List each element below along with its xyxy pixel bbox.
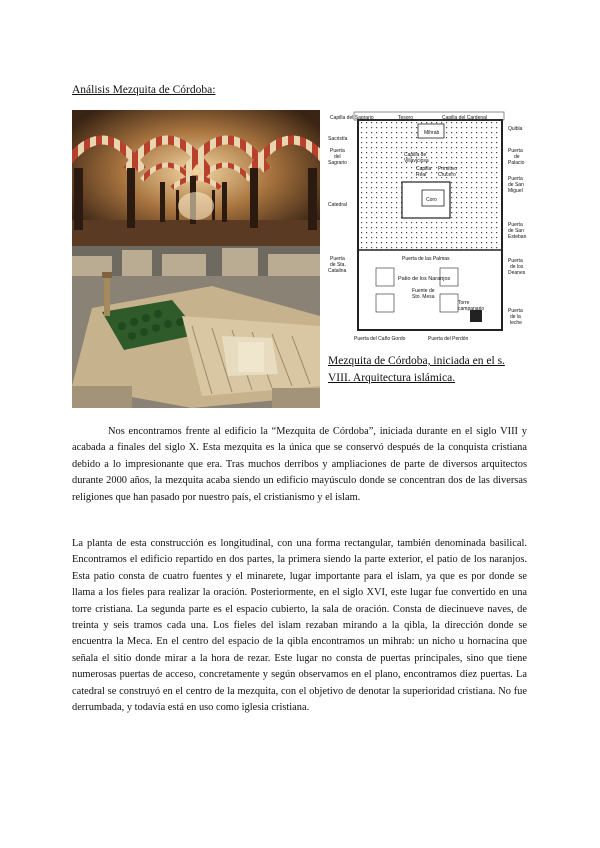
label-puerta-san-esteban-2: de San [508, 228, 524, 234]
label-puerta-deanes-3: Deanes [508, 270, 526, 276]
label-puerta-palmas: Puerta de las Palmas [402, 256, 450, 262]
caption-line-2: VIII. Arquitectura islámica. [328, 372, 456, 384]
label-puerta-san-miguel-2: de San [508, 182, 524, 188]
label-puerta-catalina-2: de Sta. [330, 262, 346, 268]
label-puerta-deanes: Puerta [508, 258, 523, 264]
label-patio-naranjos: Patio de los Naranjos [398, 276, 451, 282]
label-catedral: Catedral [328, 202, 347, 208]
label-quibla: Quibla [508, 126, 523, 132]
aerial-view-photo [72, 246, 320, 408]
label-puerta-leche-3: leche [510, 320, 522, 326]
interior-arches-photo [72, 110, 320, 246]
label-capilla-real-2: Real [416, 172, 427, 178]
label-puerta-leche-2: de la [510, 314, 521, 320]
label-puerta-cano: Puerta del Caño Gordo [354, 336, 406, 342]
floor-plan-diagram [324, 110, 534, 344]
label-capilla-cardenal: Capilla del Cardenal [442, 115, 488, 121]
label-puerta-san-miguel: Puerta [508, 176, 523, 182]
label-fuente: Fuente de [412, 288, 435, 294]
label-primitivo-2: Crucero [438, 172, 456, 178]
label-puerta-sagrario-3: Sagrario [328, 160, 347, 166]
label-puerta-palacio-3: Palacio [508, 160, 525, 166]
caption-line-1: Mezquita de Córdoba, iniciada en el s. [328, 355, 505, 367]
figure-caption [328, 353, 538, 387]
label-fuente-2: Sto. Mesa [412, 294, 435, 300]
label-puerta-catalina-3: Catalina [328, 268, 347, 274]
label-puerta-palacio: Puerta [508, 148, 523, 154]
label-puerta-deanes-2: de los [510, 264, 524, 270]
label-sacristia: Sacristía [328, 136, 348, 142]
label-capilla-sagrario: Capilla del Sagrario [330, 115, 374, 121]
label-coro: Coro [426, 197, 437, 203]
label-tesoro: Tesoro [398, 115, 414, 121]
label-capilla-real: Capilla [416, 166, 432, 172]
label-puerta-perdon: Puerta del Perdón [428, 336, 469, 342]
label-puerta-san-miguel-3: Miguel [508, 188, 523, 194]
label-puerta-sagrario-2: del [334, 154, 341, 160]
label-puerta-san-esteban: Puerta [508, 222, 523, 228]
label-puerta-san-esteban-3: Esteban [508, 234, 527, 240]
label-puerta-sagrario: Puerta [330, 148, 345, 154]
label-puerta-palacio-2: de [514, 154, 520, 160]
label-puerta-leche: Puerta [508, 308, 523, 314]
paragraph-1: Nos encontramos frente al edificio la “Mezquita de Córdoba”, iniciada durante en el siglo VIII y acabada a finales del siglo X. Esta mezquita es la única que se conservó después de la conquista cristiana debido a lo impresionante que era. Tras muchos derribos y ampliaciones de parte de diversos arquitectos durante 2000 años, la mezquita acaba siendo un edificio mayúsculo donde se concentran dos de las diversas religiones que han pasado por nuestro país, el cristianismo y el islam. [72, 426, 527, 503]
label-mihrab: Mihrab [424, 130, 440, 136]
label-capilla-villaviciosa: Capilla de [404, 152, 427, 158]
label-capilla-villaviciosa-2: Villaviciosa [404, 158, 429, 164]
label-torre-2: campanario [458, 306, 485, 312]
paragraph-2: La planta de esta construcción es longitudinal, con una forma rectangular, también denominada basilical. Encontramos el edificio repartido en dos partes, la primera siendo la parte exterior, el patio de los naranjos. Esta patio consta de cuatro fuentes y el minarete, lugar importante para el islam, ya que es por donde se llama a los fieles para realizar la oración. Posteriormente, en el siglo XVI, este lugar fue convertido en una torre cristiana. La segunda parte es el espacio cubierto, la sala de oración. Consta de diecinueve naves, de treinta y seis tramos cada una. Los fieles del islam rezaban mirando a la qibla, la dirección donde se encuentra la Meca. En el centro del espacio de la qibla encontramos un mihrab: un nicho u hornacina que señala el sitio donde mirar a la hora de rezar. Este lugar no consta de puertas principales, sino que tiene numerosas puertas de acceso, concretamente y según observamos en el plano, encontramos diez puertas. La catedral se construyó en el centro de la mezquita, con el objetivo de denotar la superioridad cristiana. No fue derrumbada, y todavía está en uso como iglesia cristiana. [72, 538, 527, 714]
document-title: Análisis Mezquita de Córdoba: [72, 84, 216, 96]
label-torre: Torre [458, 300, 470, 306]
label-primitivo: Primitivo [438, 166, 458, 172]
label-puerta-catalina: Puerta [330, 256, 345, 262]
